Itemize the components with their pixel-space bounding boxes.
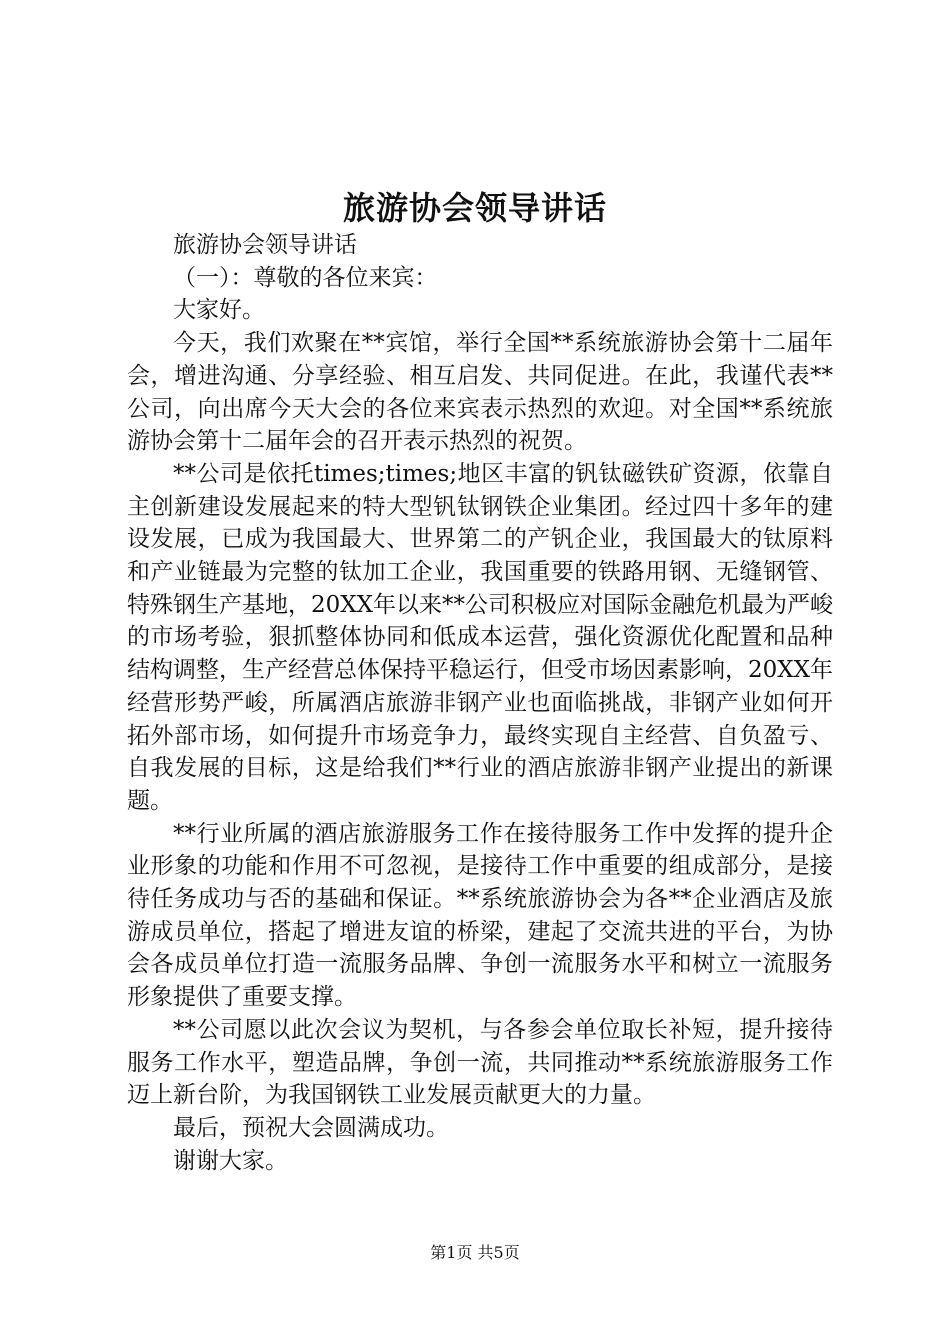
paragraph-welcome: 今天，我们欢聚在**宾馆，举行全国**系统旅游协会第十二届年会，增进沟通、分享经验、相互启发、共同促进。在此，我谨代表**公司，向出席今天大会的各位来宾表示热烈的欢迎。对全国**系统旅游协会第十二届年会的召开表示热烈的祝贺。	[127, 330, 833, 455]
paragraph-salutation: （一）：尊敬的各位来宾：	[173, 264, 438, 291]
page-number: 第1页 共5页	[430, 1243, 520, 1262]
paragraph-hotel-service: **行业所属的酒店旅游服务工作在接待服务工作中发挥的提升企业形象的功能和作用不可忽视，是接待工作中重要的组成部分，是接待任务成功与否的基础和保证。**系统旅游协会为各**企业酒店及旅游成员单位，搭起了增进友谊的桥梁，建起了交流共进的平台，为协会各成员单位打造一流服务品牌、争创一流服务水平和树立一流服务形象提供了重要支撑。	[127, 820, 833, 1011]
document-body	[127, 229, 833, 1177]
paragraph-greeting: 大家好。	[173, 297, 265, 324]
paragraph-company-intro: **公司是依托times;times;地区丰富的钒钛磁铁矿资源，依靠自主创新建设发展起来的特大型钒钛钢铁企业集团。经过四十多年的建设发展，已成为我国最大、世界第二的产钒企业，我国最大的钛原料和产业链最为完整的钛加工企业，我国重要的铁路用钢、无缝钢管、特殊钢生产基地，20XX年以来**公司积极应对国际金融危机最为严峻的市场考验，狠抓整体协同和低成本运营，强化资源优化配置和品种结构调整，生产经营总体保持平稳运行，但受市场因素影响，20XX年经营形势严峻，所属酒店旅游非钢产业也面临挑战，非钢产业如何开拓外部市场，如何提升市场竞争力，最终实现自主经营、自负盈亏、自我发展的目标，这是给我们**行业的酒店旅游非钢产业提出的新课题。	[127, 460, 834, 814]
paragraph-cooperation: **公司愿以此次会议为契机，与各参会单位取长补短，提升接待服务工作水平，塑造品牌，争创一流，共同推动**系统旅游服务工作迈上新台阶，为我国钢铁工业发展贡献更大的力量。	[127, 1016, 833, 1109]
document-title: 旅游协会领导讲话	[342, 189, 607, 227]
paragraph-subtitle: 旅游协会领导讲话	[173, 232, 357, 258]
paragraph-thanks: 谢谢大家。	[173, 1147, 288, 1174]
paragraph-wishes: 最后，预祝大会圆满成功。	[173, 1114, 449, 1141]
